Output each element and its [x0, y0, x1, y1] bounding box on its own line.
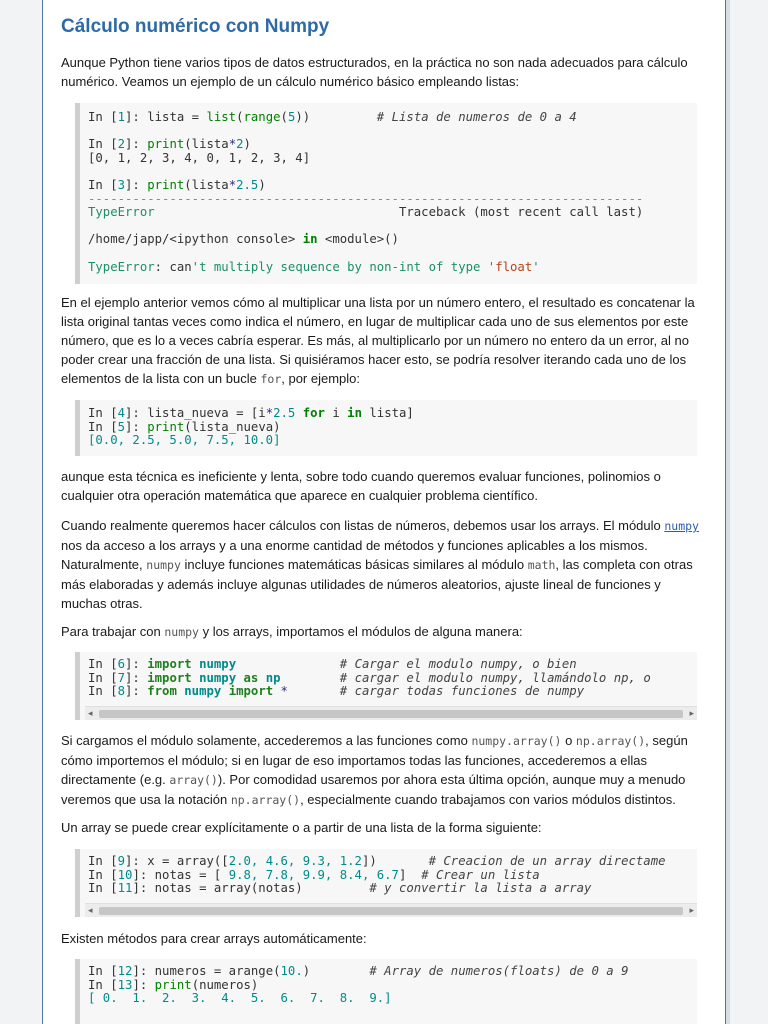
scroll-thumb-2[interactable]	[99, 907, 683, 915]
code-block-arrays-content: In [9]: x = array([2.0, 4.6, 9.3, 1.2]) # Creacion de un array directame In [10]: notas = [ 9.8, 7.8, 9.9, 8.4, 6.7] # Crear un lista In [11]: notas = array(notas) # y convertir la lista a array	[88, 854, 666, 896]
code-block-loop-content: In [4]: lista_nueva = [i*2.5 for i in lista] In [5]: print(lista_nueva) [0.0, 2.5, 5.0, 7.5, 10.0]	[88, 406, 414, 448]
code-block-loop	[75, 400, 697, 456]
code-block-lists	[75, 103, 697, 284]
code-block-imports-content: In [6]: import numpy # Cargar el modulo numpy, o bien In [7]: import numpy as np # cargar el modulo numpy, llamándolo np, o In [8]: from numpy import * # cargar todas funciones de numpy	[88, 657, 651, 699]
page-shadow	[726, 0, 730, 1024]
horizontal-scrollbar-2[interactable]	[85, 903, 697, 917]
scroll-right-arrow-icon-2[interactable]: ▸	[689, 905, 694, 915]
import-paragraph: Para trabajar con numpy y los arrays, importamos el módulos de alguna manera:	[61, 624, 523, 639]
code-block-arange-content: In [12]: numeros = arange(10.) # Array de numeros(floats) de 0 a 9 In [13]: print(numeros) [ 0. 1. 2. 3. 4. 5. 6. 7. 8. 9.]	[88, 964, 629, 1006]
scroll-left-arrow-icon[interactable]: ◂	[88, 708, 93, 718]
code-block-arange	[75, 959, 697, 1024]
array-create-paragraph: Un array se puede crear explícitamente o a partir de una lista de la forma siguiente:	[61, 820, 542, 835]
scroll-thumb[interactable]	[99, 710, 683, 718]
scroll-left-arrow-icon-2[interactable]: ◂	[88, 905, 93, 915]
intro-text: Aunque Python tiene varios tipos de datos estructurados, en la práctica no son nada adecuados para cálculo numérico. Veamos un ejemplo de un cálculo numérico básico empleando listas:	[61, 55, 688, 89]
page-title: Cálculo numérico con Numpy	[61, 16, 330, 37]
horizontal-scrollbar[interactable]	[85, 706, 697, 720]
code-block-arrays	[75, 849, 697, 917]
scroll-right-arrow-icon[interactable]: ▸	[689, 708, 694, 718]
intro-paragraph	[61, 53, 709, 91]
code-block-imports	[75, 652, 697, 720]
numpy-intro-paragraph: Cuando realmente queremos hacer cálculos con listas de números, debemos usar los arrays. El módulo numpy nos da acceso a los arrays y a una enorme cantidad de métodos y funciones aplicables a los mismos. Naturalmente, numpy incluye funciones matemáticas básicas similares al módulo math, las completa con otras más elaboradas y además incluye algunas utilidades de números aleatorios, ajuste lineal de funciones y muchas otras.	[61, 518, 699, 611]
code-block-lists-content: In [1]: lista = list(range(5)) # Lista de numeros de 0 a 4 In [2]: print(lista*2) [0, 1, 2, 3, 4, 0, 1, 2, 3, 4] In [3]: print(lista*2.5) --------------------------------------------------------------------------- TypeError Traceback (most recent call last) /home/japp/<ipython console> in <module>() TypeError: can't multiply sequence by non-int of type 'float'	[88, 110, 644, 274]
auto-array-paragraph: Existen métodos para crear arrays automáticamente:	[61, 931, 367, 946]
module-access-paragraph: Si cargamos el módulo solamente, accederemos a las funciones como numpy.array() o np.array(), según cómo importemos el módulo; si en lugar de eso importamos todas las funciones, accederemos a ellas directamente (e.g. array()). Por comodidad usaremos por ahora esta última opción, aunque muy a menudo veremos que usa la notación np.array(), especialmente cuando trabajamos con varios módulos distintos.	[61, 733, 688, 807]
numpy-link[interactable]: numpy	[664, 519, 699, 533]
document-page	[42, 0, 726, 1024]
inefficiency-paragraph: aunque esta técnica es ineficiente y lenta, sobre todo cuando queremos evaluar funciones, polinomios o cualquier otra operación matemática que aparece en cualquier problema científico.	[61, 469, 661, 503]
inline-code-for: for	[260, 372, 282, 386]
explanation-paragraph: En el ejemplo anterior vemos cómo al multiplicar una lista por un número entero, el resultado es concatenar la lista original tantas veces como indica el número, en lugar de multiplicar cada uno de sus elementos por este número, que es lo a veces cabría esperar. Es más, al multiplicarlo por un número no entero da un error, al no poder crear una fracción de una lista. Si quisiéramos hacer esto, se podría resolver iterando cada uno de los elementos de la lista con un bucle for, por ejemplo:	[61, 295, 695, 386]
